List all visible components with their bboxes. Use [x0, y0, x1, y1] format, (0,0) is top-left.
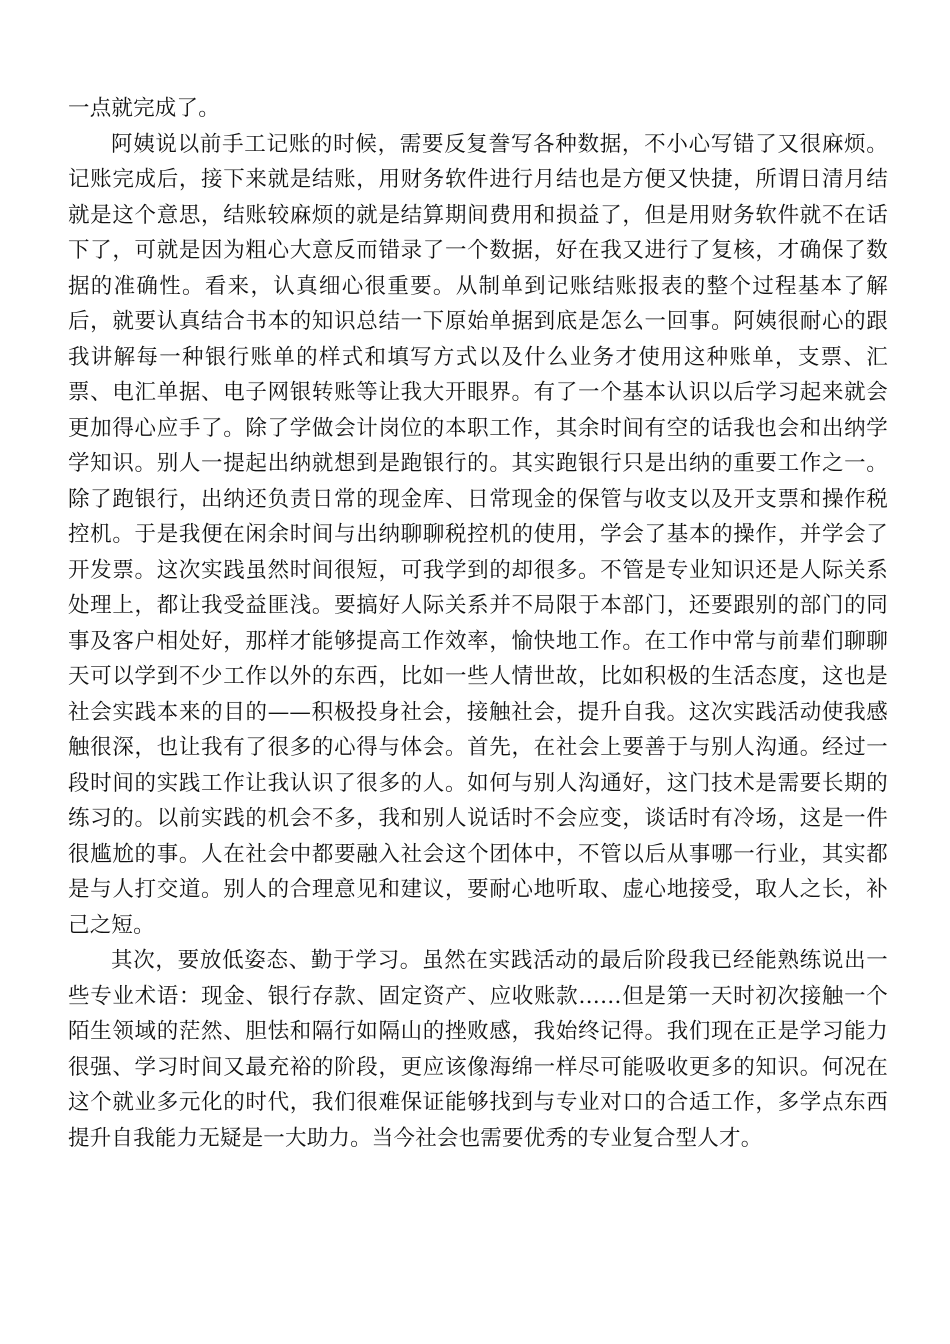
paragraph-learning-attitude: 其次，要放低姿态、勤于学习。虽然在实践活动的最后阶段我已经能熟练说出一些专业术语：现金、银行存款、固定资产、应收账款……但是第一天时初次接触一个陌生领域的茫然、胆怯和隔行如隔山的挫败感，我始终记得。我们现在正是学习能力很强、学习时间又最充裕的阶段，更应该像海绵一样尽可能吸收更多的知识。何况在这个就业多元化的时代，我们很难保证能够找到与专业对口的合适工作，多学点东西提升自我能力无疑是一大助力。当今社会也需要优秀的专业复合型人才。 [68, 948, 888, 1151]
paragraph-bookkeeping-experience: 阿姨说以前手工记账的时候，需要反复誊写各种数据，不小心写错了又很麻烦。记账完成后，接下来就是结账，用财务软件进行月结也是方便又快捷，所谓日清月结就是这个意思，结账较麻烦的就是结算期间费用和损益了，但是用财务软件就不在话下了，可就是因为粗心大意反而错录了一个数据，好在我又进行了复核，才确保了数据的准确性。看来，认真细心很重要。从制单到记账结账报表的整个过程基本了解后，就要认真结合书本的知识总结一下原始单据到底是怎么一回事。阿姨很耐心的跟我讲解每一种银行账单的样式和填写方式以及什么业务才使用这种账单，支票、汇票、电汇单据、电子网银转账等让我大开眼界。有了一个基本认识以后学习起来就会更加得心应手了。除了学做会计岗位的本职工作，其余时间有空的话我也会和出纳学学知识。别人一提起出纳就想到是跑银行的。其实跑银行只是出纳的重要工作之一。除了跑银行，出纳还负责日常的现金库、日常现金的保管与收支以及开支票和操作税控机。于是我便在闲余时间与出纳聊聊税控机的使用，学会了基本的操作，并学会了开发票。这次实践虽然时间很短，可我学到的却很多。不管是专业知识还是人际关系处理上，都让我受益匪浅。要搞好人际关系并不局限于本部门，还要跟别的部门的同事及客户相处好，那样才能够提高工作效率，愉快地工作。在工作中常与前辈们聊聊天可以学到不少工作以外的东西，比如一些人情世故，比如积极的生活态度，这也是社会实践本来的目的——积极投身社会，接触社会，提升自我。这次实践活动使我感触很深，也让我有了很多的心得与体会。首先，在社会上要善于与别人沟通。经过一段时间的实践工作让我认识了很多的人。如何与别人沟通好，这门技术是需要长期的练习的。以前实践的机会不多，我和别人说话时不会应变，谈话时有冷场，这是一件很尴尬的事。人在社会中都要融入社会这个团体中，不管以后从事哪一行业，其实都是与人打交道。别人的合理意见和建议，要耐心地听取、虚心地接受，取人之长，补己之短。 [68, 131, 888, 938]
document-body [68, 91, 888, 1156]
paragraph-continuation: 一点就完成了。 [68, 96, 220, 121]
